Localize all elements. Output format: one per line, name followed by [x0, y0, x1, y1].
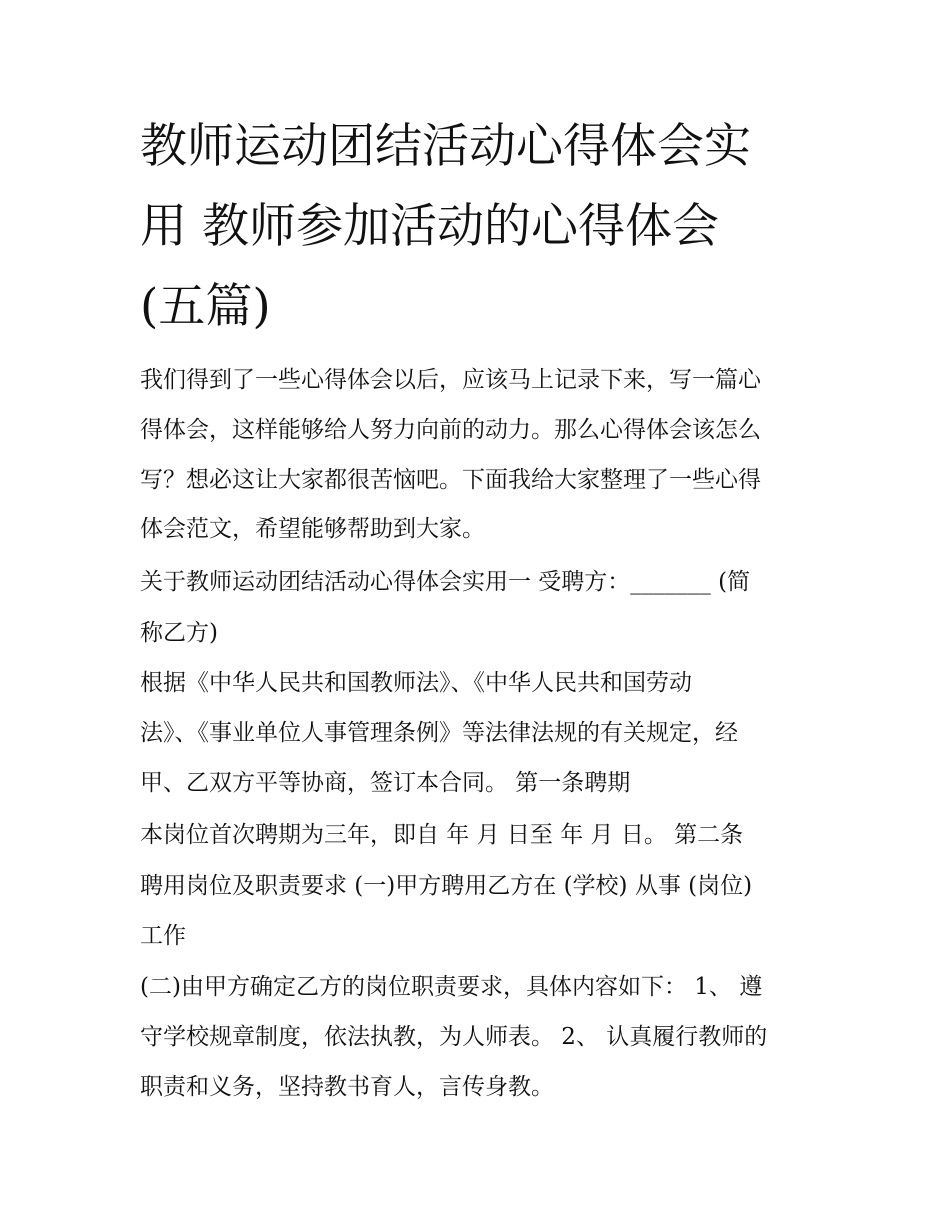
body-line-1: 我们得到了一些心得体会以后，应该马上记录下来，写一篇心: [140, 367, 761, 393]
title-line-2: 用 教师参加活动的心得体会: [140, 199, 719, 254]
body-line-4: 体会范文，希望能够帮助到大家。: [140, 516, 485, 542]
body-line-2: 得体会，这样能够给人努力向前的动力。那么心得体会该怎么: [140, 417, 761, 443]
body-line-3: 写？想必这让大家都很苦恼吧。下面我给大家整理了一些心得: [140, 467, 761, 493]
body-line-13: (二)由甲方确定乙方的岗位职责要求，具体内容如下： 1、 遵: [140, 974, 763, 1000]
body-line-12: 工作: [140, 923, 186, 949]
body-line-14: 守学校规章制度，依法执教，为人师表。 2、 认真履行教师的: [140, 1024, 768, 1050]
body-line-5: 关于教师运动团结活动心得体会实用一 受聘方：_______ (简: [140, 569, 751, 595]
body-line-6: 称乙方): [140, 620, 218, 646]
title-line-1: 教师运动团结活动心得体会实: [140, 119, 751, 174]
body-line-15: 职责和义务，坚持教书育人，言传身教。: [140, 1074, 554, 1100]
body-line-7: 根据《中华人民共和国教师法》、《中华人民共和国劳动: [140, 670, 692, 696]
title-line-3: (五篇): [140, 279, 271, 334]
body-line-10: 本岗位首次聘期为三年，即自 年 月 日至 年 月 日。 第二条: [140, 822, 744, 848]
body-line-9: 甲、乙双方平等协商，签订本合同。 第一条聘期: [140, 770, 631, 796]
body-line-8: 法》、《事业单位人事管理条例》等法律法规的有关规定，经: [140, 720, 738, 746]
body-line-11: 聘用岗位及职责要求 (一)甲方聘用乙方在 (学校) 从事 (岗位): [140, 873, 753, 899]
